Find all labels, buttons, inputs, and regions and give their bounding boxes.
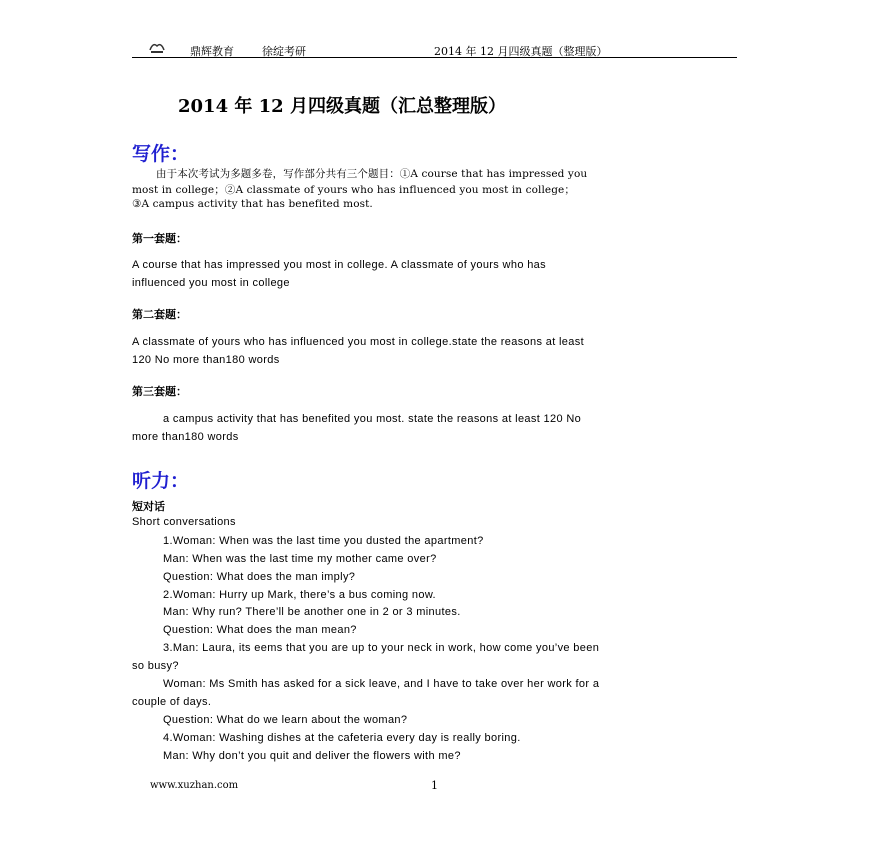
listening-heading: 听力： [132, 470, 190, 492]
set-2-line-1: A classmate of yours who has influenced you most in college.state the reasons at least [132, 336, 584, 348]
set-2-line-2: 120 No more than180 words [132, 354, 280, 366]
header-doc-title: 2014 年 12 月四级真题（整理版） [434, 45, 608, 58]
header-subbrand: 徐绽考研 [262, 45, 306, 58]
set-1-line-2: influenced you most in college [132, 277, 290, 289]
set-3-line-1: a campus activity that has benefited you most. state the reasons at least 120 No [163, 413, 582, 425]
conv-line: Man: Why run? There’ll be another one in 2 or 3 minutes. [163, 606, 461, 618]
set-2-label: 第二套题： [132, 308, 187, 321]
set-3-label: 第三套题： [132, 385, 187, 398]
logo-icon [148, 40, 166, 54]
conv-line: 2.Woman: Hurry up Mark, there’s a bus coming now. [163, 589, 436, 601]
conv-line: 1.Woman: When was the last time you dusted the apartment? [163, 535, 484, 547]
page-number: 1 [431, 779, 438, 792]
header-brand: 鼎辉教育 [190, 45, 234, 58]
conv-line: Question: What does the man mean? [163, 624, 357, 636]
conv-line: Man: When was the last time my mother came over? [163, 553, 437, 565]
short-dialogue-cn: 短对话 [132, 500, 165, 513]
conv-line: 4.Woman: Washing dishes at the cafeteria every day is really boring. [163, 732, 521, 744]
writing-intro-line-3: ③A campus activity that has benefited most. [132, 198, 373, 210]
conv-line: Woman: Ms Smith has asked for a sick leave, and I have to take over her work for a [163, 678, 600, 690]
set-1-line-1: A course that has impressed you most in college. A classmate of yours who has [132, 259, 546, 271]
writing-heading: 写作： [132, 143, 190, 165]
writing-intro-line-1: 由于本次考试为多题多卷，写作部分共有三个题目：①A course that has impressed you [156, 168, 588, 180]
conv-line: Man: Why don’t you quit and deliver the flowers with me? [163, 750, 461, 762]
header-rule [132, 57, 737, 58]
conv-line: 3.Man: Laura, its eems that you are up to your neck in work, how come you’ve been [163, 642, 600, 654]
conv-line: couple of days. [132, 696, 212, 708]
set-3-line-2: more than180 words [132, 431, 239, 443]
short-conversations-label: Short conversations [132, 516, 236, 528]
conv-line: so busy? [132, 660, 179, 672]
set-1-label: 第一套题： [132, 232, 187, 245]
writing-intro-line-2: most in college；②A classmate of yours who has influenced you most in college； [132, 184, 575, 196]
conv-line: Question: What do we learn about the woman? [163, 714, 408, 726]
conv-line: Question: What does the man imply? [163, 571, 356, 583]
page-title: 2014 年 12 月四级真题（汇总整理版） [178, 96, 506, 117]
footer-website[interactable]: www.xuzhan.com [150, 780, 239, 791]
